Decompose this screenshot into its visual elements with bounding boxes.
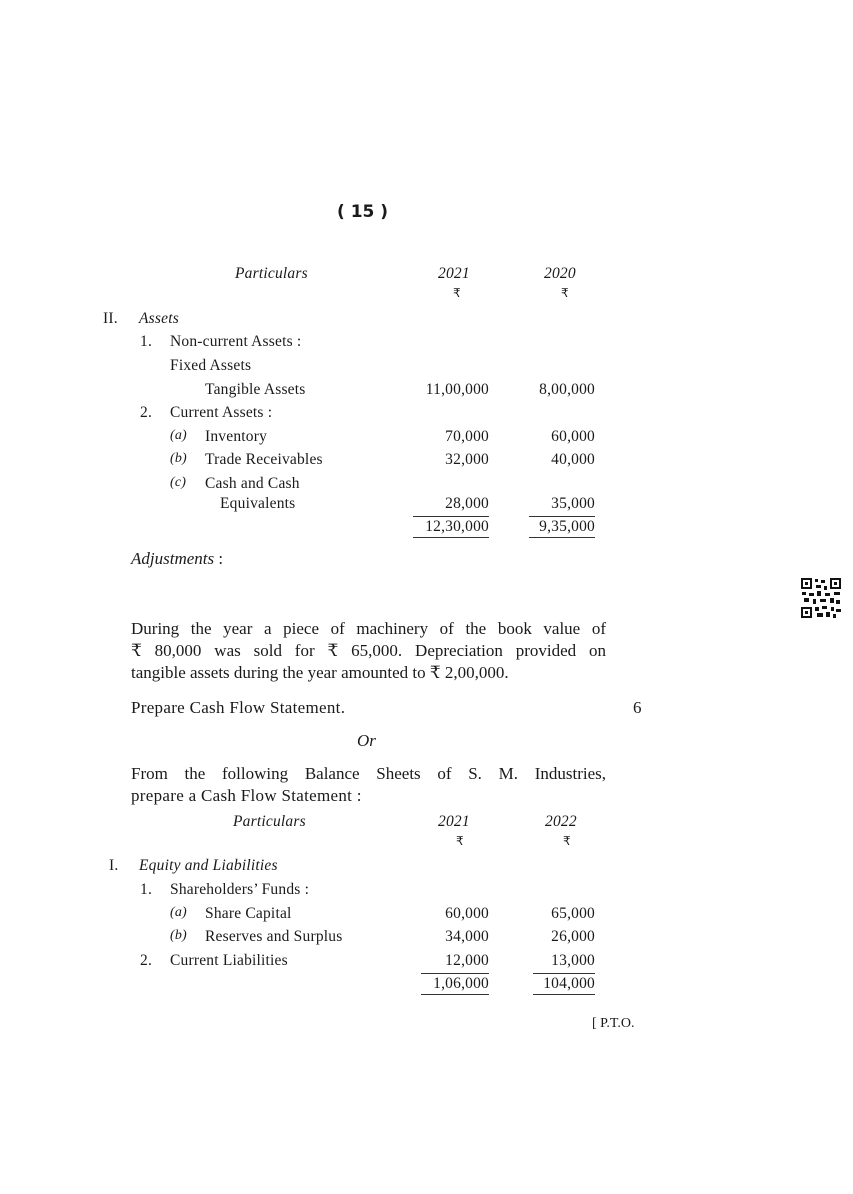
adjustments-heading-text: Adjustments	[131, 549, 215, 568]
subitem-marker: (a)	[170, 905, 187, 920]
value-2020: 35,000	[551, 495, 595, 512]
adjustment-line: ₹ 80,000 was sold for ₹ 65,000. Depreciation provided on	[131, 641, 606, 660]
rupee-icon: ₹	[453, 286, 461, 300]
question-marks: 6	[633, 698, 642, 717]
value-2020: 60,000	[551, 428, 595, 445]
value-2022: 13,000	[551, 952, 595, 969]
value-2020: 40,000	[551, 451, 595, 468]
total-2020: 9,35,000	[529, 516, 595, 538]
value-2021: 60,000	[445, 905, 489, 922]
table1-header-particulars: Particulars	[235, 265, 308, 282]
subitem-marker: (b)	[170, 928, 187, 943]
section-title: Assets	[139, 310, 179, 327]
table2-header-particulars: Particulars	[233, 813, 306, 830]
table1-header-year2: 2020	[544, 265, 576, 282]
table2-header-year2: 2022	[545, 813, 577, 830]
subitem-marker: (c)	[170, 475, 187, 490]
row-label: Cash and Cash	[205, 475, 300, 492]
value-2022: 65,000	[551, 905, 595, 922]
value-2022: 26,000	[551, 928, 595, 945]
row-label: Share Capital	[205, 905, 292, 922]
alternative-line: prepare a Cash Flow Statement :	[131, 786, 362, 805]
value-2021: 12,000	[445, 952, 489, 969]
row-label: Trade Receivables	[205, 451, 323, 468]
alternative-question	[131, 763, 606, 807]
section-number: II.	[103, 310, 118, 327]
qr-code-icon	[801, 578, 841, 618]
subitem-marker: (a)	[170, 428, 187, 443]
subitem-marker: (b)	[170, 451, 187, 466]
row-label: Tangible Assets	[205, 381, 306, 398]
total-2021: 1,06,000	[421, 973, 489, 995]
adjustments-colon: :	[218, 549, 224, 568]
section-number: I.	[109, 857, 119, 874]
adjustment-line: tangible assets during the year amounted to ₹ 2,00,000.	[131, 663, 509, 682]
adjustments-heading	[131, 549, 223, 569]
value-2021: 28,000	[445, 495, 489, 512]
rupee-icon: ₹	[561, 286, 569, 300]
subheading-label: Fixed Assets	[170, 357, 252, 374]
value-2021: 70,000	[445, 428, 489, 445]
item-label: Current Assets :	[170, 404, 273, 421]
item-label: Current Liabilities	[170, 952, 288, 969]
item-label: Shareholders’ Funds :	[170, 881, 310, 898]
page-number: ( 15 )	[337, 202, 389, 222]
total-2022: 104,000	[533, 973, 595, 995]
row-label-continued: Equivalents	[220, 495, 296, 512]
adjustment-paragraph	[131, 618, 606, 684]
or-separator: Or	[357, 731, 376, 750]
item-number: 2.	[140, 404, 153, 421]
value-2020: 8,00,000	[539, 381, 595, 398]
item-number: 1.	[140, 881, 153, 898]
item-number: 2.	[140, 952, 153, 969]
row-label: Reserves and Surplus	[205, 928, 343, 945]
question-prompt: Prepare Cash Flow Statement.	[131, 698, 346, 717]
page-turn-over: [ P.T.O.	[592, 1016, 635, 1031]
rupee-icon: ₹	[456, 834, 464, 848]
table1-header-year1: 2021	[438, 265, 470, 282]
value-2021: 11,00,000	[425, 381, 489, 398]
table2-header-year1: 2021	[438, 813, 470, 830]
alternative-line: From the following Balance Sheets of S. M. Industries,	[131, 764, 606, 783]
value-2021: 32,000	[445, 451, 489, 468]
adjustment-line: During the year a piece of machinery of the book value of	[131, 619, 606, 638]
rupee-icon: ₹	[563, 834, 571, 848]
item-label: Non-current Assets :	[170, 333, 302, 350]
section-title: Equity and Liabilities	[139, 857, 278, 874]
value-2021: 34,000	[445, 928, 489, 945]
total-2021: 12,30,000	[413, 516, 489, 538]
row-label: Inventory	[205, 428, 268, 445]
item-number: 1.	[140, 333, 153, 350]
